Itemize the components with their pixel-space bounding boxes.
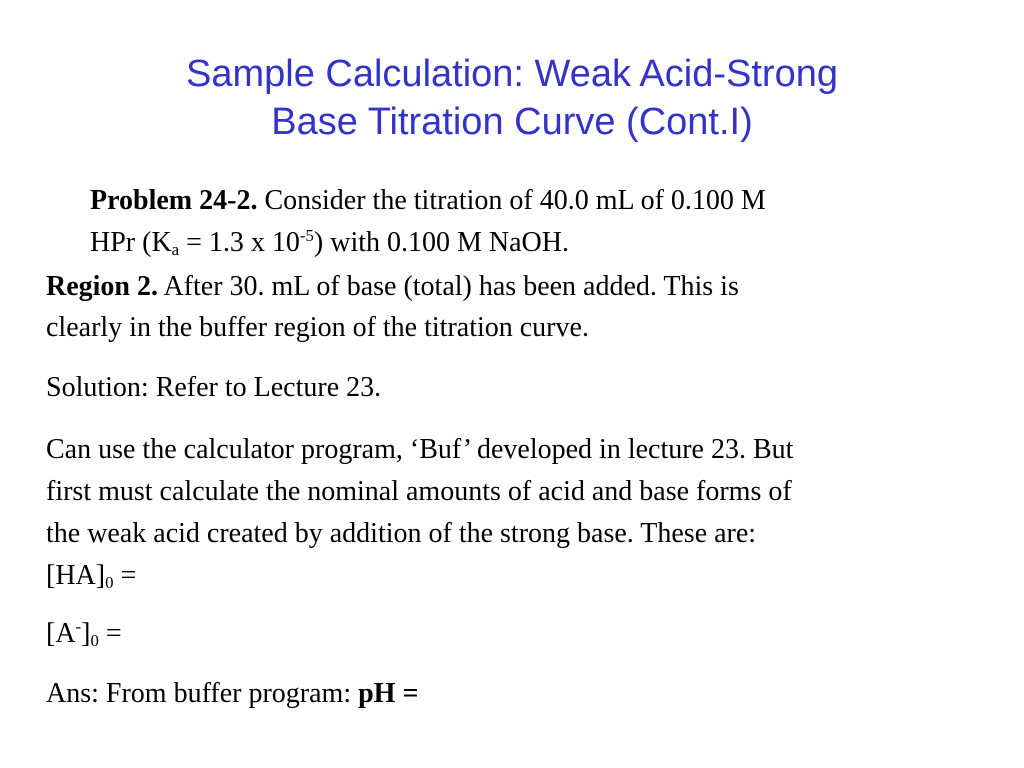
problem-line-2-mid: = 1.3 x 10 xyxy=(179,227,300,258)
ha-concentration xyxy=(46,555,986,597)
ha-label: [HA] xyxy=(46,560,106,591)
a-subscript: 0 xyxy=(90,631,99,651)
problem-statement xyxy=(90,180,960,264)
calc-line-3: the weak acid created by addition of the strong base. These are: xyxy=(46,518,757,549)
slide-title xyxy=(60,50,964,146)
region-label: Region 2. xyxy=(46,271,158,302)
solution-paragraph: Solution: Refer to Lecture 23. xyxy=(46,372,382,403)
problem-line-1-text: Consider the titration of 40.0 mL of 0.100 M xyxy=(257,185,766,216)
title-line-1: Sample Calculation: Weak Acid-Strong xyxy=(186,53,838,95)
calc-line-2: first must calculate the nominal amounts of acid and base forms of xyxy=(46,476,792,507)
problem-line-1 xyxy=(90,180,960,222)
a-superscript: - xyxy=(75,616,82,636)
a-equals: = xyxy=(98,618,122,649)
problem-line-2 xyxy=(90,222,960,264)
title-line-2: Base Titration Curve (Cont.I) xyxy=(271,101,753,143)
ph-label: pH = xyxy=(358,678,419,709)
region-line-2: clearly in the buffer region of the titration curve. xyxy=(46,312,589,343)
ha-subscript: 0 xyxy=(105,573,114,593)
answer-label: Ans: From buffer program: xyxy=(46,678,359,709)
problem-label: Problem 24-2. xyxy=(90,185,258,216)
region-paragraph xyxy=(46,266,976,348)
problem-line-2-pre: HPr (K xyxy=(90,227,172,258)
answer-line xyxy=(46,674,418,714)
calc-paragraph xyxy=(46,429,986,597)
exponent-superscript: -5 xyxy=(299,225,314,245)
region-line-1 xyxy=(46,266,976,307)
a-concentration xyxy=(46,614,122,654)
a-label: [A xyxy=(46,618,76,649)
ha-equals: = xyxy=(113,560,137,591)
calc-line-1: Can use the calculator program, ‘Buf’ developed in lecture 23. But xyxy=(46,434,794,465)
a-bracket: ] xyxy=(81,618,91,649)
problem-line-2-post: ) with 0.100 M NaOH. xyxy=(313,227,569,258)
ka-subscript: a xyxy=(171,240,180,260)
region-line-1-text: After 30. mL of base (total) has been added. This is xyxy=(158,271,739,302)
